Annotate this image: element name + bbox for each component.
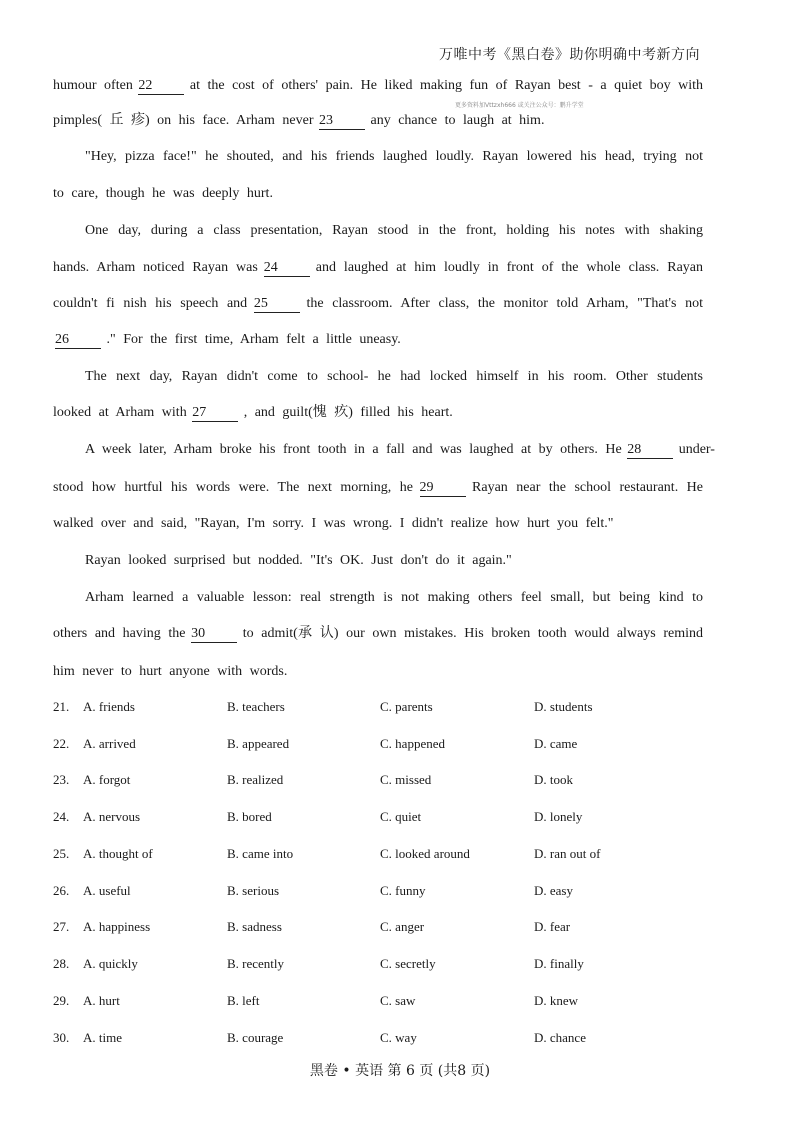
blank-24[interactable]: 24 [264, 260, 310, 277]
line-text: Rayan looked surprised but nodded. "It's OK. Just don't do it again." [85, 553, 512, 568]
line-text: to care, though he was deeply hurt. [53, 186, 273, 201]
question-number: 21. [53, 699, 70, 714]
question-number: 22. [53, 736, 70, 751]
line-text: humour often [53, 78, 133, 93]
option-d[interactable]: D. fear [534, 919, 571, 934]
passage-line [85, 367, 703, 387]
blank-26[interactable]: 26 [55, 332, 101, 349]
option-b[interactable]: B. serious [227, 883, 279, 898]
line-text: A week later, Arham broke his front tooth in a fall and was laughed at by others. He [85, 442, 622, 457]
blank-29[interactable]: 29 [420, 480, 466, 497]
line-text: at the cost of others' pain. He liked making fun of Rayan best - a quiet boy with [189, 78, 703, 93]
option-a[interactable]: A. thought of [83, 846, 153, 861]
passage-line [53, 514, 614, 534]
passage-line [53, 294, 703, 314]
option-c[interactable]: C. parents [380, 699, 433, 714]
blank-27[interactable]: 27 [192, 405, 238, 422]
line-text: One day, during a class presentation, Rayan stood in the front, holding his notes with shaking [85, 223, 703, 238]
option-a[interactable]: A. quickly [83, 956, 138, 971]
option-row-27 [53, 919, 753, 939]
passage-line [53, 624, 703, 644]
option-a[interactable]: A. nervous [83, 809, 141, 824]
line-text: him never to hurt anyone with words. [53, 664, 288, 679]
passage-line [53, 662, 287, 682]
option-c[interactable]: C. saw [380, 993, 416, 1008]
line-text: , and guilt(愧 疚) filled his heart. [243, 405, 453, 420]
option-d[interactable]: D. knew [534, 993, 579, 1008]
option-a[interactable]: A. hurt [83, 993, 120, 1008]
option-a[interactable]: A. time [83, 1030, 122, 1045]
option-a[interactable]: A. happiness [83, 919, 151, 934]
passage-line [85, 147, 703, 167]
watermark-text: 更多资料加Vttzxh666 或关注公众号：鹏升学堂 [455, 102, 584, 109]
option-c[interactable]: C. quiet [380, 809, 422, 824]
question-number: 25. [53, 846, 70, 861]
passage-line [53, 111, 544, 131]
line-text: stood how hurtful his words were. The next morning, he [53, 480, 414, 495]
line-text: to admit(承 认) our own mistakes. His broken tooth would always remind [242, 626, 704, 641]
passage-line [53, 76, 703, 96]
option-row-30 [53, 1030, 753, 1050]
question-number: 24. [53, 809, 70, 824]
passage-line [85, 440, 715, 460]
passage-line [85, 588, 703, 608]
option-b[interactable]: B. sadness [227, 919, 282, 934]
question-number: 30. [53, 1030, 70, 1045]
line-text: pimples( 丘 疹) on his face. Arham never [53, 113, 314, 128]
option-row-28 [53, 956, 753, 976]
option-b[interactable]: B. realized [227, 772, 284, 787]
line-text: walked over and said, "Rayan, I'm sorry. I was wrong. I didn't realize how hurt you felt." [53, 516, 614, 531]
option-c[interactable]: C. anger [380, 919, 425, 934]
question-number: 23. [53, 772, 70, 787]
line-text: "Hey, pizza face!" he shouted, and his friends laughed loudly. Rayan lowered his head, trying not [85, 149, 703, 164]
option-d[interactable]: D. easy [534, 883, 573, 898]
option-b[interactable]: B. recently [227, 956, 285, 971]
page-footer: 黑卷 • 英语 第 6 页 (共8 页) [309, 1063, 491, 1079]
option-d[interactable]: D. students [534, 699, 593, 714]
blank-28[interactable]: 28 [627, 442, 673, 459]
blank-23[interactable]: 23 [319, 113, 365, 130]
option-c[interactable]: C. happened [380, 736, 445, 751]
option-row-23 [53, 772, 753, 792]
option-b[interactable]: B. appeared [227, 736, 290, 751]
line-text: and laughed at him loudly in front of the whole class. Rayan [315, 260, 704, 275]
option-row-24 [53, 809, 753, 829]
option-b[interactable]: B. teachers [227, 699, 285, 714]
option-row-21 [53, 699, 753, 719]
question-number: 27. [53, 919, 70, 934]
option-row-22 [53, 736, 753, 756]
page-header: 万唯中考《黑白卷》助你明确中考新方向 [439, 47, 700, 63]
line-text: the classroom. After class, the monitor told Arham, "That's not [306, 296, 704, 311]
passage-line [53, 184, 273, 204]
option-row-26 [53, 883, 753, 903]
line-text: couldn't fi nish his speech and [53, 296, 248, 311]
line-text: Arham learned a valuable lesson: real strength is not making others feel small, but being kind to [85, 590, 703, 605]
option-row-25 [53, 846, 753, 866]
question-number: 28. [53, 956, 70, 971]
line-text: looked at Arham with [53, 405, 187, 420]
line-text: others and having the [53, 626, 186, 641]
passage-line [53, 330, 401, 350]
question-number: 26. [53, 883, 70, 898]
option-d[interactable]: D. lonely [534, 809, 583, 824]
blank-25[interactable]: 25 [254, 296, 300, 313]
line-text: under- [678, 442, 715, 457]
line-text: Rayan near the school restaurant. He [472, 480, 704, 495]
passage-line [85, 221, 703, 241]
option-b[interactable]: B. bored [227, 809, 272, 824]
option-c[interactable]: C. missed [380, 772, 432, 787]
line-text: The next day, Rayan didn't come to school- he had locked himself in his room. Other students [85, 369, 703, 384]
option-b[interactable]: B. courage [227, 1030, 284, 1045]
option-d[interactable]: D. chance [534, 1030, 586, 1045]
line-text: hands. Arham noticed Rayan was [53, 260, 258, 275]
option-a[interactable]: A. forgot [83, 772, 131, 787]
blank-22[interactable]: 22 [138, 78, 184, 95]
passage-line [53, 478, 703, 498]
passage-line [85, 551, 512, 571]
option-c[interactable]: C. looked around [380, 846, 470, 861]
option-b[interactable]: B. left [227, 993, 260, 1008]
option-d[interactable]: D. ran out of [534, 846, 601, 861]
option-d[interactable]: D. took [534, 772, 573, 787]
option-b[interactable]: B. came into [227, 846, 294, 861]
option-a[interactable]: A. friends [83, 699, 135, 714]
line-text: any chance to laugh at him. [370, 113, 545, 128]
option-c[interactable]: C. secretly [380, 956, 436, 971]
passage-line [53, 403, 453, 423]
option-row-29 [53, 993, 753, 1013]
question-number: 29. [53, 993, 70, 1008]
option-d[interactable]: D. came [534, 736, 578, 751]
option-d[interactable]: D. finally [534, 956, 584, 971]
option-a[interactable]: A. useful [83, 883, 131, 898]
blank-30[interactable]: 30 [191, 626, 237, 643]
option-a[interactable]: A. arrived [83, 736, 136, 751]
option-c[interactable]: C. funny [380, 883, 426, 898]
passage-line [53, 258, 703, 278]
line-text: ." For the first time, Arham felt a little uneasy. [106, 332, 401, 347]
option-c[interactable]: C. way [380, 1030, 417, 1045]
